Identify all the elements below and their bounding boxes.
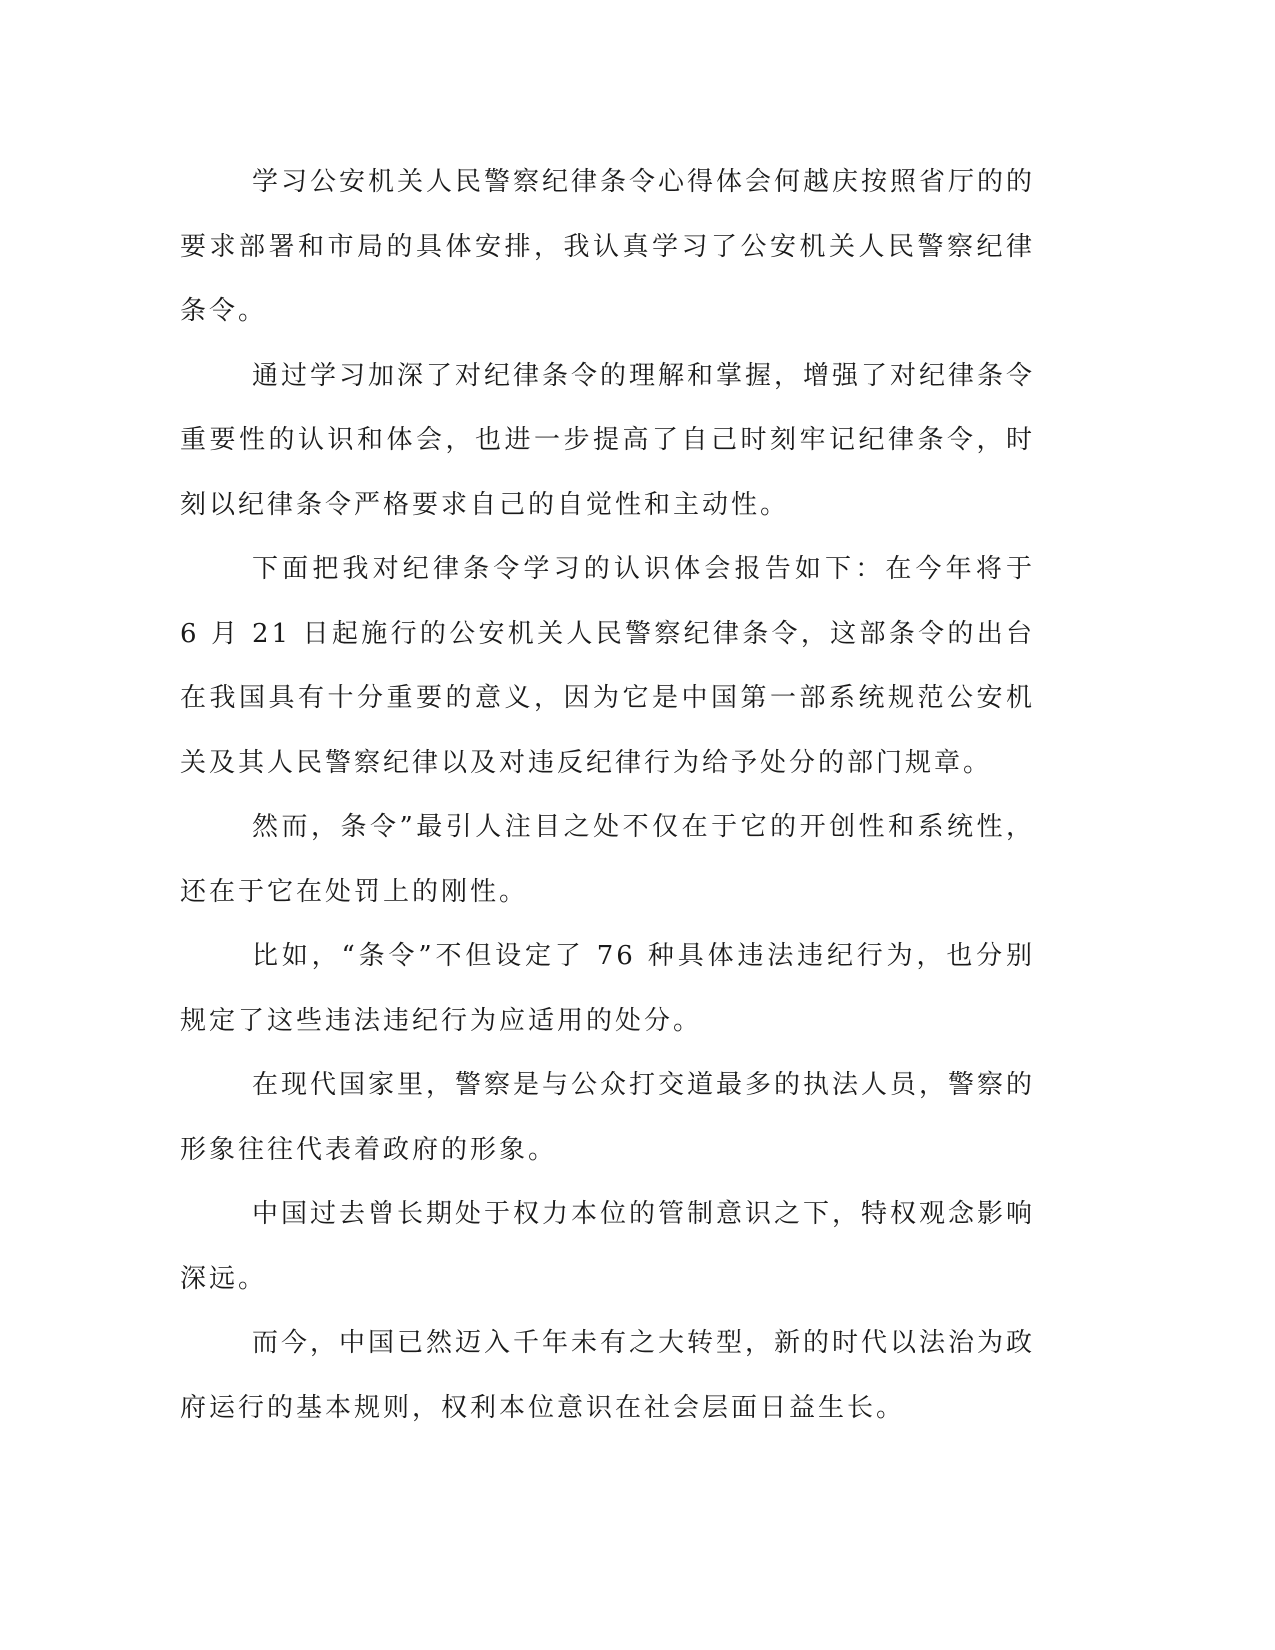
paragraph: 下面把我对纪律条令学习的认识体会报告如下：在今年将于 6 月 21 日起施行的公安机关人民警察纪律条令，这部条令的出台在我国具有十分重要的意义，因为它是中国第一部系统规范公安机关及其人民警察纪律以及对违反纪律行为给予处分的部门规章。 [180,554,1035,778]
paragraph: 在现代国家里，警察是与公众打交道最多的执法人员，警察的形象往往代表着政府的形象。 [180,1070,1036,1165]
paragraph: 然而，条令”最引人注目之处不仅在于它的开创性和系统性，还在于它在处罚上的刚性。 [180,812,1035,907]
paragraph: 比如，“条令”不但设定了 76 种具体违法违纪行为，也分别规定了这些违法违纪行为应适用的处分。 [180,941,1035,1036]
paragraph: 通过学习加深了对纪律条令的理解和掌握，增强了对纪律条令重要性的认识和体会，也进一步提高了自己时刻牢记纪律条令，时刻以纪律条令严格要求自己的自觉性和主动性。 [180,360,1036,520]
paragraph: 中国过去曾长期处于权力本位的管制意识之下，特权观念影响深远。 [180,1199,1036,1294]
paragraph: 学习公安机关人民警察纪律条令心得体会何越庆按照省厅的的要求部署和市局的具体安排，我认真学习了公安机关人民警察纪律条令。 [180,167,1036,326]
paragraph: 而今，中国已然迈入千年未有之大转型，新的时代以法治为政府运行的基本规则，权利本位意识在社会层面日益生长。 [180,1328,1036,1423]
document-page [180,150,1035,1440]
